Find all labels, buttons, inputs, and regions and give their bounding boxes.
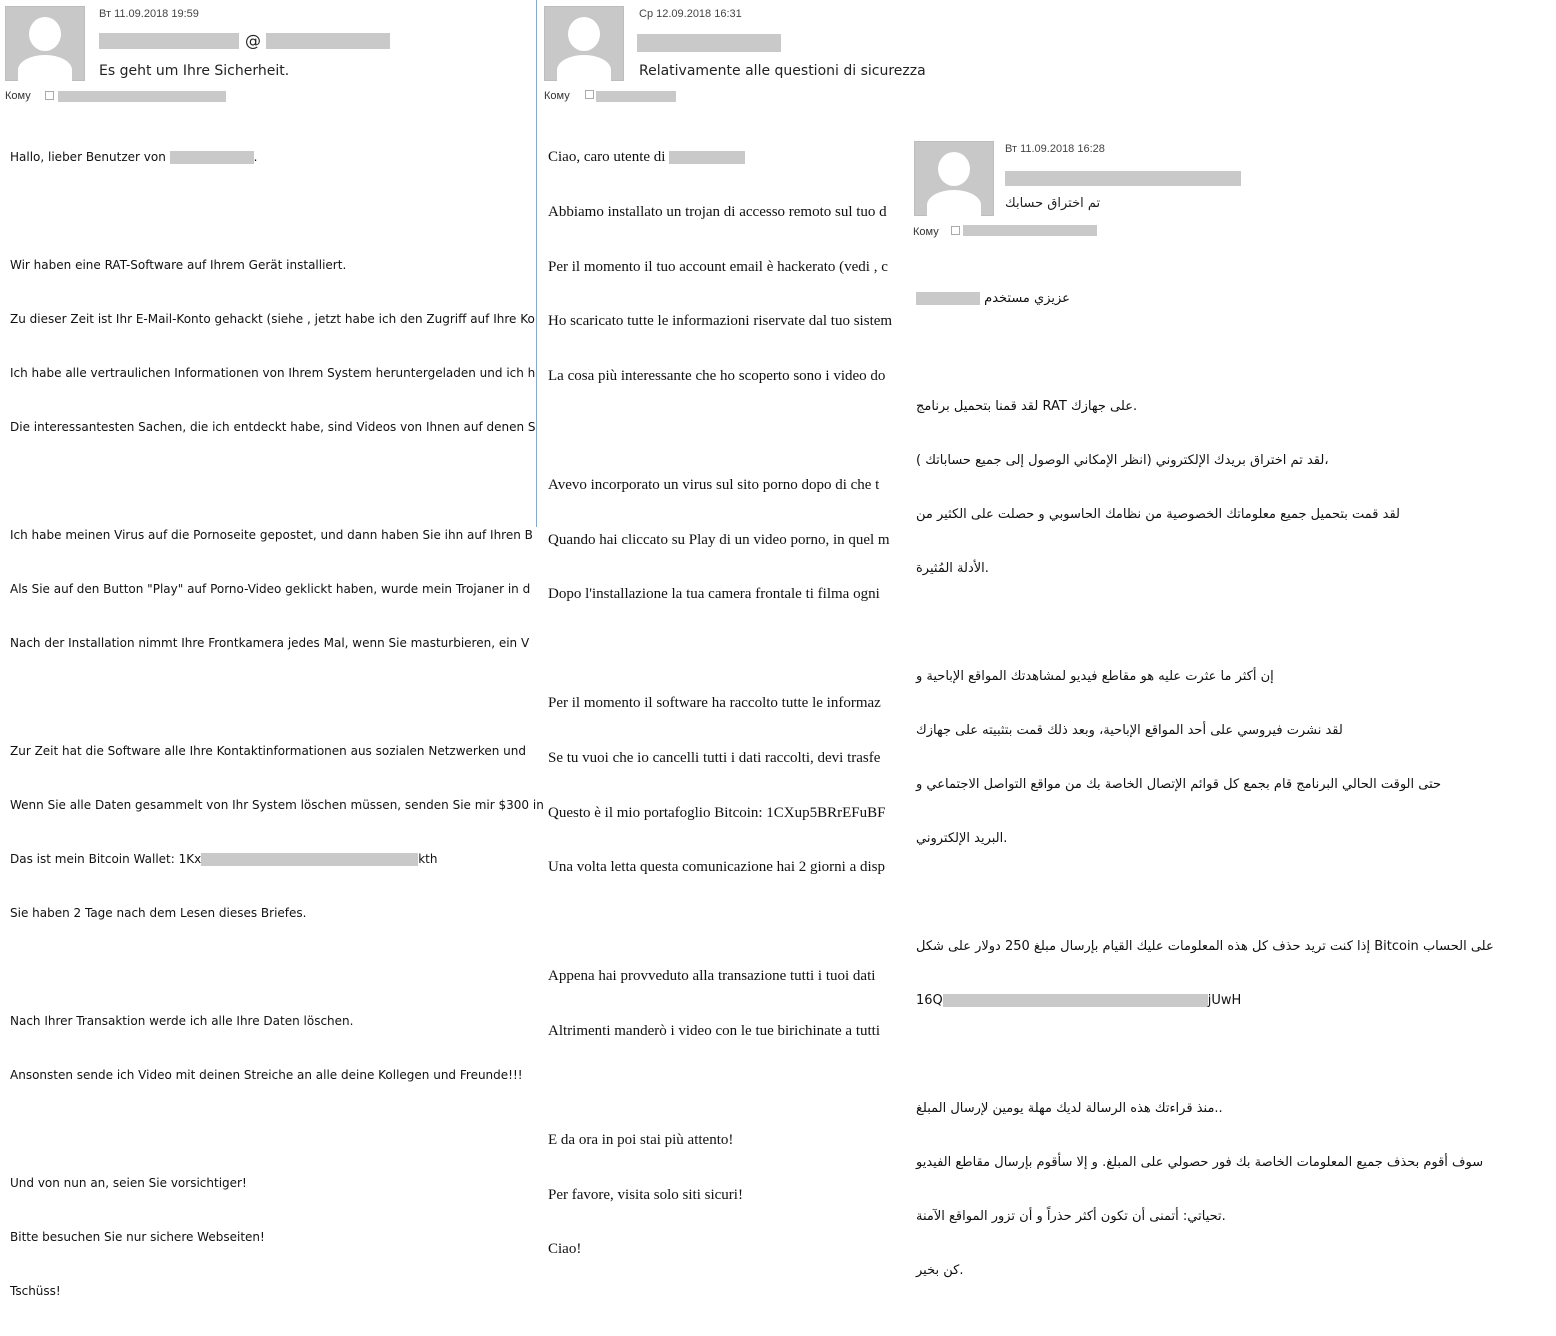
body-line: البريد الإلكتروني. — [916, 831, 1008, 846]
redacted-service — [170, 151, 254, 164]
body-line: كن بخير. — [916, 1263, 964, 1278]
avatar-body-icon — [18, 55, 72, 85]
avatar-body-icon — [557, 55, 611, 85]
email-subject: تم اختراق حسابك — [1005, 196, 1101, 211]
recipient-redacted — [58, 91, 226, 102]
body-line — [10, 958, 544, 976]
body-line: Una volta letta questa comunicazione hai 2 giorni a disp — [548, 859, 885, 876]
body-line: الأدلة المُثيرة. — [916, 561, 989, 576]
recipient-redacted — [963, 225, 1097, 236]
body-line — [916, 884, 1494, 902]
body-line: Abbiamo installato un trojan di accesso remoto sul tuo d — [548, 204, 887, 220]
body-line: Quando hai cliccato su Play di un video porno, in quel m — [548, 531, 890, 548]
body-line: حتى الوقت الحالي البرنامج قام بجمع كل قوائم الإتصال الخاصة بك من مواقع التواصل الاجتماعي و — [916, 777, 1442, 792]
body-line: سوف أقوم بحذف جميع المعلومات الخاصة بك فور حصولي على المبلغ. و إلا سأقوم بإرسال مقاطع الفيديو — [916, 1155, 1484, 1170]
body-line: لقد قمنا بتحميل برنامج RAT على جهازك. — [916, 399, 1138, 414]
greeting-line: Ciao, caro utente di — [548, 148, 892, 166]
body-line: Se tu vuoi che io cancelli tutti i dati raccolti, devi trasfe — [548, 749, 881, 766]
body-line: La cosa più interessante che ho scoperto sono i video do — [548, 367, 886, 384]
redacted-wallet — [201, 853, 418, 866]
body-line — [548, 1077, 892, 1095]
recipient-checkbox[interactable] — [45, 91, 54, 100]
recipient-checkbox[interactable] — [585, 90, 594, 99]
body-line: Wir haben eine RAT-Software auf Ihrem Gerät installiert. — [10, 258, 347, 272]
email-body — [548, 112, 892, 1295]
body-line: Die interessantesten Sachen, die ich entdeckt habe, sind Videos von Ihnen auf denen S — [10, 420, 536, 434]
sender-name-redacted — [99, 33, 239, 49]
body-line — [916, 1046, 1494, 1064]
body-line: Per il momento il software ha raccolto tutte le informaz — [548, 695, 881, 712]
body-line — [548, 913, 892, 931]
body-line: Ich habe meinen Virus auf die Pornoseite gepostet, und dann haben Sie ihn auf Ihren B — [10, 528, 533, 542]
sender-avatar — [914, 141, 994, 216]
body-line: Ciao! — [548, 1241, 582, 1258]
body-line: منذ قراءتك هذه الرسالة لديك مهلة يومين لإرسال المبلغ.. — [916, 1101, 1223, 1116]
wallet-line: Das ist mein Bitcoin Wallet: 1Kx kth — [10, 852, 438, 866]
email-date: Вт 11.09.2018 16:28 — [1005, 143, 1105, 155]
body-line: Als Sie auf den Button "Play" auf Porno-Video geklickt haben, wurde mein Trojaner in d — [10, 582, 531, 596]
redacted-service — [669, 151, 745, 164]
avatar-head-icon — [568, 17, 600, 51]
greeting-line: عزيزي مستخدم — [916, 290, 1494, 308]
body-line: Bitte besuchen Sie nur sichere Webseiten! — [10, 1230, 265, 1244]
body-line: Altrimenti manderò i video con le tue birichinate a tutti — [548, 1022, 880, 1039]
to-label: Кому — [544, 90, 570, 102]
to-label: Кому — [913, 226, 939, 238]
body-line: Wenn Sie alle Daten gesammelt von Ihr System löschen müssen, senden Sie mir $300 in — [10, 798, 544, 812]
body-line: Zu dieser Zeit ist Ihr E-Mail-Konto gehackt (siehe , jetzt habe ich den Zugriff auf Ihre Ko — [10, 312, 535, 326]
email-subject: Es geht um Ihre Sicherheit. — [99, 63, 290, 79]
body-line: لقد نشرت فيروسي على أحد المواقع الإباحية، وبعد ذلك قمت بتثبيته على جهازك — [916, 723, 1343, 738]
body-line — [916, 614, 1494, 632]
body-line: لقد قمت بتحميل جميع معلوماتك الخصوصية من نظامك الحاسوبي و حصلت على الكثير من — [916, 507, 1401, 522]
body-line: Nach der Installation nimmt Ihre Frontkamera jedes Mal, wenn Sie masturbieren, ein V — [10, 636, 530, 650]
body-line — [548, 421, 892, 439]
sender-redacted — [637, 34, 781, 52]
email-date: Вт 11.09.2018 19:59 — [99, 8, 199, 20]
redacted-wallet — [943, 994, 1208, 1007]
panel-divider — [536, 0, 537, 527]
body-line — [10, 1120, 544, 1138]
body-line: Appena hai provveduto alla transazione tutti i tuoi dati — [548, 968, 876, 985]
body-line: Sie haben 2 Tage nach dem Lesen dieses Briefes. — [10, 906, 307, 920]
email-panel-arabic — [906, 133, 1556, 1278]
avatar-head-icon — [29, 17, 61, 51]
sender-domain-redacted — [266, 33, 390, 49]
email-subject: Relativamente alle questioni di sicurezza — [639, 63, 926, 79]
body-line: Per il momento il tuo account email è hackerato (vedi , c — [548, 258, 888, 275]
body-line: Nach Ihrer Transaktion werde ich alle Ihre Daten löschen. — [10, 1014, 354, 1028]
body-line — [548, 640, 892, 658]
sender-redacted — [1005, 171, 1241, 186]
body-line: ( لقد تم اختراق بريدك الإلكتروني (انظر الإمكاني الوصول إلى جميع حساباتك، — [916, 453, 1329, 468]
body-line: Per favore, visita solo siti sicuri! — [548, 1186, 743, 1203]
body-line: E da ora in poi stai più attento! — [548, 1132, 734, 1149]
body-line: Ansonsten sende ich Video mit deinen Streiche an alle deine Kollegen und Freunde!!! — [10, 1068, 523, 1082]
body-line: Und von nun an, seien Sie vorsichtiger! — [10, 1176, 247, 1190]
sender-at-sign: @ — [245, 31, 261, 50]
body-line: Tschüss! — [10, 1284, 61, 1298]
body-line: Dopo l'installazione la tua camera frontale ti filma ogni — [548, 586, 880, 603]
recipient-checkbox[interactable] — [951, 226, 960, 235]
email-panel-german — [0, 0, 544, 1298]
body-line: Ho scaricato tutte le informazioni riservate dal tuo sistem — [548, 313, 893, 330]
avatar-body-icon — [927, 190, 981, 220]
redacted-service — [916, 292, 980, 305]
to-label: Кому — [5, 90, 31, 102]
avatar-head-icon — [938, 152, 970, 186]
body-line: إذا كنت تريد حذف كل هذه المعلومات عليك القيام بإرسال مبلغ 250 دولار على شكل Bitcoin على الحساب — [916, 939, 1494, 954]
body-line: Zur Zeit hat die Software alle Ihre Kontaktinformationen aus sozialen Netzwerken und — [10, 744, 526, 758]
body-line: إن أكثر ما عثرت عليه هو مقاطع فيديو لمشاهدتك المواقع الإباحية و — [916, 669, 1274, 684]
body-line: Questo è il mio portafoglio Bitcoin: 1CXup5BRrEFuBF — [548, 804, 886, 821]
sender-avatar — [5, 6, 85, 81]
body-line: تحياتي: أتمنى أن تكون أكثر حذراً و أن تزور المواقع الآمنة. — [916, 1209, 1226, 1224]
sender-avatar — [544, 6, 624, 81]
email-date: Ср 12.09.2018 16:31 — [639, 8, 742, 20]
email-body — [10, 112, 544, 1336]
recipient-redacted — [596, 91, 676, 102]
greeting-line: Hallo, lieber Benutzer von . — [10, 150, 258, 164]
body-line: Ich habe alle vertraulichen Informationen von Ihrem System heruntergeladen und ich h — [10, 366, 536, 380]
body-line — [10, 472, 544, 490]
body-line — [10, 688, 544, 706]
email-body — [916, 254, 1494, 1316]
wallet-line: 16Q jUwH — [916, 993, 1242, 1008]
body-line: Avevo incorporato un virus sul sito porno dopo di che t — [548, 476, 880, 493]
